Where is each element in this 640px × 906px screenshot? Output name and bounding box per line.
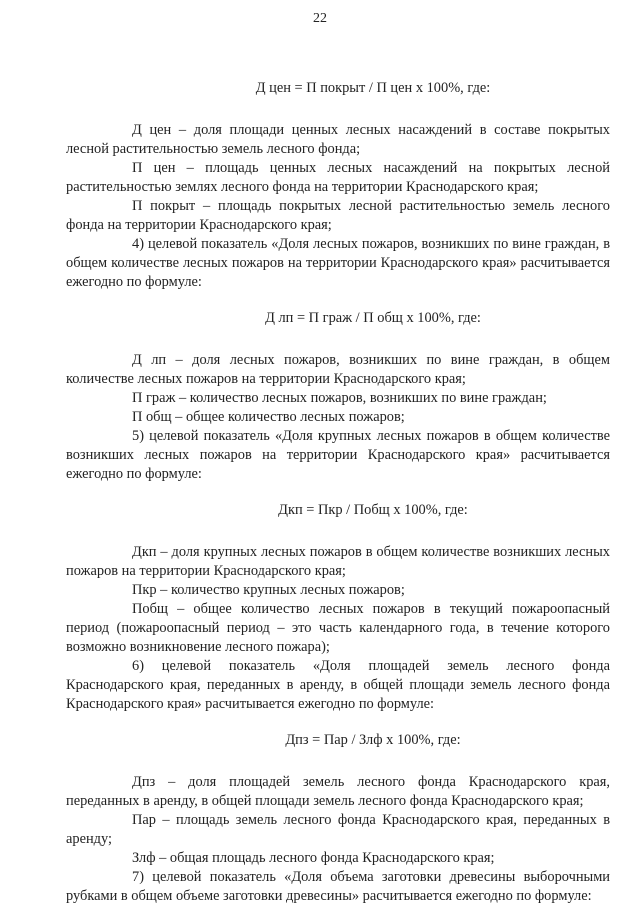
definition-p-obsch: П общ – общее количество лесных пожаров;: [132, 409, 405, 425]
definition-p-pokryt: П покрыт – площадь покрытых лесной растительностью земель лесного фонда на территории Краснодарского края;: [66, 198, 610, 233]
document-body: [66, 79, 610, 906]
formula-large-fires: Дкп = Пкр / Побщ х 100%, где:: [278, 502, 468, 518]
indicator-5-paragraph: 5) целевой показатель «Доля крупных лесных пожаров в общем количестве возникших лесных пожаров на территории Краснодарского края» расчитывается ежегодно по формуле:: [66, 428, 610, 482]
indicator-7-paragraph: 7) целевой показатель «Доля объема заготовки древесины выборочными рубками в общем объеме заготовки древесины» расчитывается ежегодно по формуле:: [66, 869, 610, 904]
definition-d-cen: Д цен – доля площади ценных лесных насаждений в составе покрытых лесной растительностью земель лесного фонда;: [66, 122, 610, 157]
definition-dkp: Дкп – доля крупных лесных пожаров в общем количестве возникших лесных пожаров на территории Краснодарского края;: [66, 544, 610, 579]
formula-fires-by-citizens: Д лп = П граж / П общ х 100%, где:: [265, 310, 481, 326]
definition-d-lp: Д лп – доля лесных пожаров, возникших по вине граждан, в общем количестве лесных пожаров на территории Краснодарского края;: [66, 352, 610, 387]
definition-p-cen: П цен – площадь ценных лесных насаждений на покрытых лесной растительностью землях лесного фонда на территории Краснодарского края;: [66, 160, 610, 195]
definition-pobsch: Побщ – общее количество лесных пожаров в текущий пожароопасный период (пожароопасный период – это часть календарного года, в течение которого возможно возникновение лесного пожара);: [66, 601, 610, 655]
definition-zlf: Злф – общая площадь лесного фонда Краснодарского края;: [132, 850, 495, 866]
definition-par: Пар – площадь земель лесного фонда Краснодарского края, переданных в аренду;: [66, 812, 610, 847]
formula-leased-land: Дпз = Пар / Злф х 100%, где:: [285, 732, 461, 748]
indicator-4-paragraph: 4) целевой показатель «Доля лесных пожаров, возникших по вине граждан, в общем количестве лесных пожаров на территории Краснодарского края» расчитывается ежегодно по формуле:: [66, 236, 610, 290]
definition-dpz: Дпз – доля площадей земель лесного фонда Краснодарского края, переданных в аренду, в общей площади земель лесного фонда Краснодарского края;: [66, 774, 610, 809]
indicator-6-paragraph: 6) целевой показатель «Доля площадей земель лесного фонда Краснодарского края, переданных в аренду, в общей площади земель лесного фонда Краснодарского края» расчитывается ежегодно по формуле:: [66, 658, 610, 712]
definition-p-grazh: П граж – количество лесных пожаров, возникших по вине граждан;: [132, 390, 547, 406]
formula-valuable-stands-share: Д цен = П покрыт / П цен х 100%, где:: [255, 80, 491, 96]
definition-pkr: Пкр – количество крупных лесных пожаров;: [132, 582, 405, 598]
page-number: 22: [313, 11, 327, 26]
